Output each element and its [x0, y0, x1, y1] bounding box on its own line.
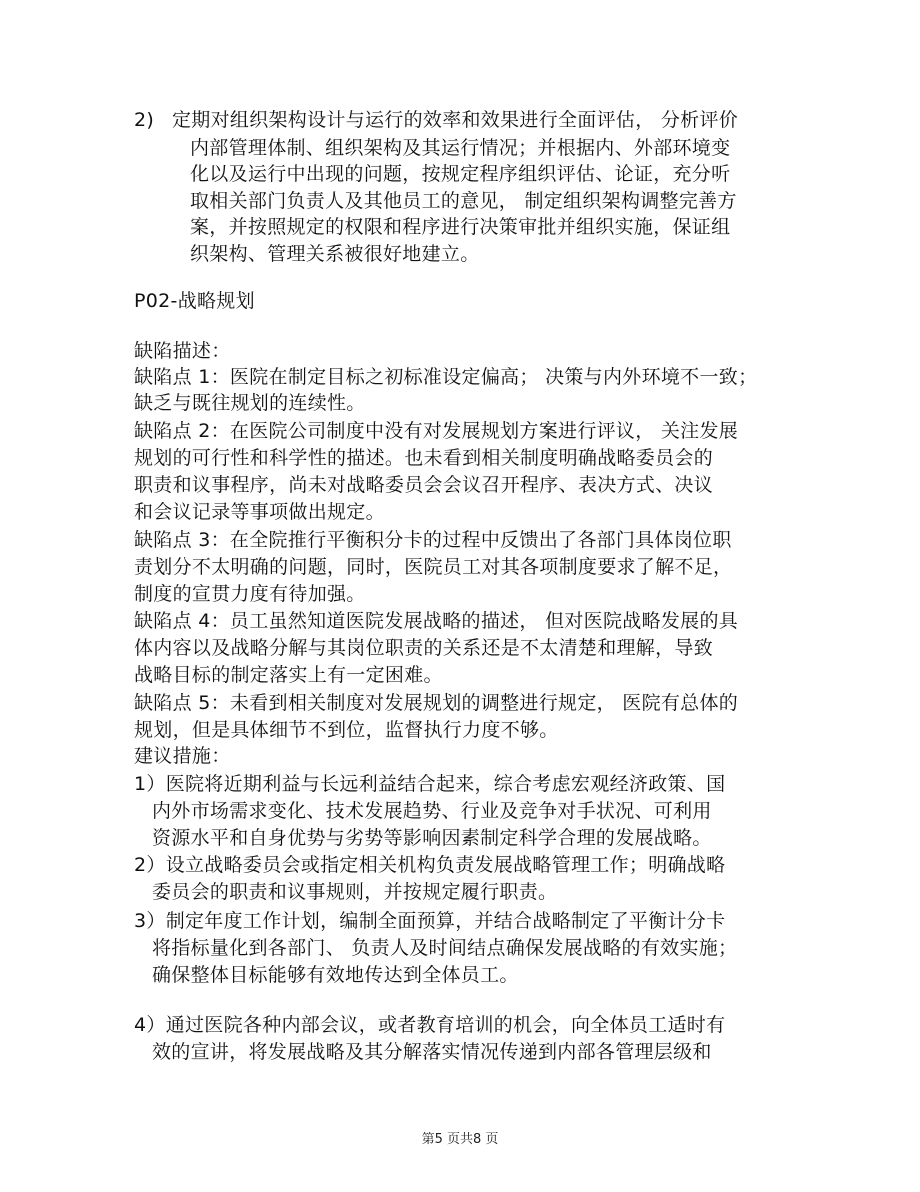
defect-line: 和会议记录等事项做出规定。 [134, 501, 385, 523]
defect-line: 体内容以及战略分解与其岗位职责的关系还是不太清楚和理解，导致 [134, 637, 714, 659]
suggestion-line: 4）通过医院各种内部会议，或者教育培训的机会，向全体员工适时有 [134, 1014, 726, 1036]
section-title: P02-战略规划 [134, 290, 255, 312]
item-2-line: 织架构、管理关系被很好地建立。 [190, 243, 480, 265]
suggestion-line: 确保整体目标能够有效地传达到全体员工。 [152, 964, 519, 986]
defect-line: 职责和议事程序，尚未对战略委员会会议召开程序、表决方式、决议 [134, 474, 714, 496]
defect-heading: 缺陷描述： [134, 340, 231, 362]
suggestion-line: 1）医院将近期利益与长远利益结合起来，综合考虑宏观经济政策、国 [134, 773, 726, 795]
defect-line: 战略目标的制定落实上有一定困难。 [134, 664, 443, 686]
defect-line: 缺陷点 2：在医院公司制度中没有对发展规划方案进行评议， 关注发展 [134, 420, 739, 442]
item-2-line: 取相关部门负责人及其他员工的意见， 制定组织架构调整完善方 [190, 190, 737, 212]
suggestion-line: 效的宣讲，将发展战略及其分解落实情况传递到内部各管理层级和 [152, 1041, 712, 1063]
defect-line: 缺陷点 3：在全院推行平衡积分卡的过程中反馈出了各部门具体岗位职 [134, 529, 732, 551]
defect-line: 缺陷点 4：员工虽然知道医院发展战略的描述， 但对医院战略发展的具 [134, 610, 739, 632]
suggest-heading: 建议措施： [134, 745, 231, 767]
suggestion-line: 资源水平和自身优势与劣势等影响因素制定科学合理的发展战略。 [152, 827, 712, 849]
defect-line: 制度的宣贯力度有待加强。 [134, 583, 366, 605]
item-2-line: 定期对组织架构设计与运行的效率和效果进行全面评估， 分析评价 [172, 109, 739, 131]
item-2-number: 2) [134, 109, 155, 131]
defect-line: 规划的可行性和科学性的描述。也未看到相关制度明确战略委员会的 [134, 447, 714, 469]
suggestion-line: 委员会的职责和议事规则，并按规定履行职责。 [152, 881, 558, 903]
item-2-line: 案，并按照规定的权限和程序进行决策审批并组织实施，保证组 [190, 216, 731, 238]
suggestion-line: 2）设立战略委员会或指定相关机构负责发展战略管理工作；明确战略 [134, 854, 726, 876]
defect-line: 责划分不太明确的问题，同时，医院员工对其各项制度要求了解不足， [134, 556, 733, 578]
item-2-line: 内部管理体制、组织架构及其运行情况；并根据内、外部环境变 [190, 137, 731, 159]
page-footer: 第5 页共8 页 [421, 1132, 499, 1147]
defect-line: 缺陷点 5：未看到相关制度对发展规划的调整进行规定， 医院有总体的 [134, 692, 739, 714]
suggestion-line: 3）制定年度工作计划，编制全面预算，并结合战略制定了平衡计分卡 [134, 910, 726, 932]
suggestion-line: 将指标量化到各部门、 负责人及时间结点确保发展战略的有效实施； [152, 937, 738, 959]
defect-line: 规划，但是具体细节不到位，监督执行力度不够。 [134, 719, 559, 741]
defect-line: 缺乏与既往规划的连续性。 [134, 392, 366, 414]
suggestion-line: 内外市场需求变化、技术发展趋势、行业及竞争对手状况、可利用 [152, 800, 712, 822]
item-2-line: 化以及运行中出现的问题，按规定程序组织评估、论证，充分听 [190, 163, 731, 185]
defect-line: 缺陷点 1：医院在制定目标之初标准设定偏高； 决策与内外环境不一致； [134, 366, 758, 388]
